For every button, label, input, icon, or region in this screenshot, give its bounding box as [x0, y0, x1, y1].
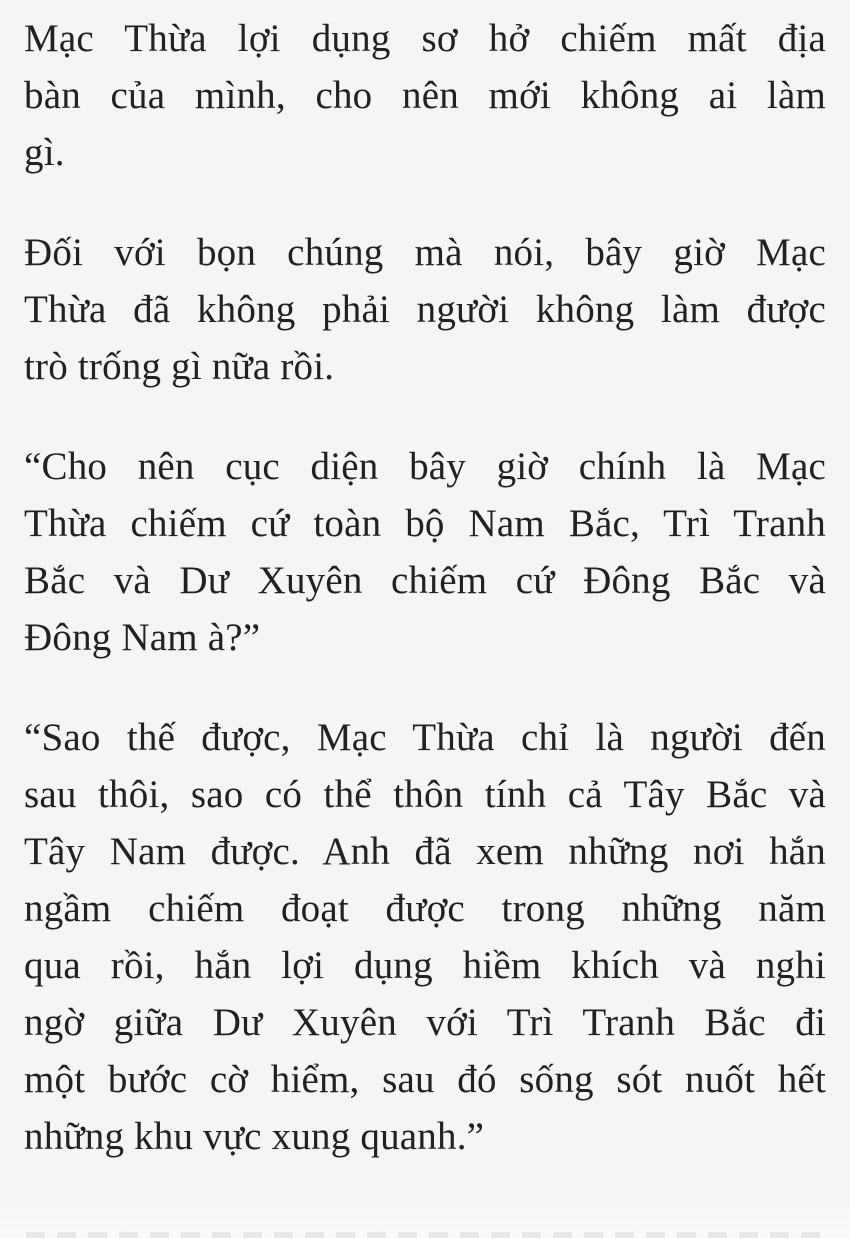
text-line: những khu vực xung quanh.”: [24, 1115, 485, 1158]
paragraph: [24, 224, 826, 395]
text-line: “Cho nên cục diện bây giờ chính là Mạc: [24, 445, 826, 488]
paragraph: [24, 709, 826, 1165]
paragraph-container: [24, 10, 826, 1165]
text-line: Mạc Thừa lợi dụng sơ hở chiếm mất địa: [24, 17, 826, 60]
text-line: Đối với bọn chúng mà nói, bây giờ Mạc: [24, 231, 826, 274]
bottom-fade: [0, 1208, 850, 1238]
text-line: Thừa chiếm cứ toàn bộ Nam Bắc, Trì Tranh: [24, 502, 826, 545]
text-line: Tây Nam được. Anh đã xem những nơi hắn: [24, 830, 826, 873]
text-line: “Sao thế được, Mạc Thừa chỉ là người đến: [24, 716, 826, 759]
text-line: bàn của mình, cho nên mới không ai làm: [24, 74, 826, 117]
paragraph: [24, 438, 826, 666]
text-line: trò trống gì nữa rồi.: [24, 345, 335, 388]
text-line: ngầm chiếm đoạt được trong những năm: [24, 887, 826, 930]
text-line: qua rồi, hắn lợi dụng hiềm khích và nghi: [24, 944, 826, 987]
text-line: Thừa đã không phải người không làm được: [24, 288, 826, 331]
text-line: sau thôi, sao có thể thôn tính cả Tây Bắc và: [24, 773, 826, 816]
text-line: Bắc và Dư Xuyên chiếm cứ Đông Bắc và: [24, 559, 826, 602]
text-line: Đông Nam à?”: [24, 616, 261, 659]
text-line: một bước cờ hiểm, sau đó sống sót nuốt hết: [24, 1058, 826, 1101]
text-line: gì.: [24, 131, 65, 174]
clipped-next-line: [26, 1232, 824, 1238]
text-line: ngờ giữa Dư Xuyên với Trì Tranh Bắc đi: [24, 1001, 826, 1044]
paragraph: [24, 10, 826, 181]
